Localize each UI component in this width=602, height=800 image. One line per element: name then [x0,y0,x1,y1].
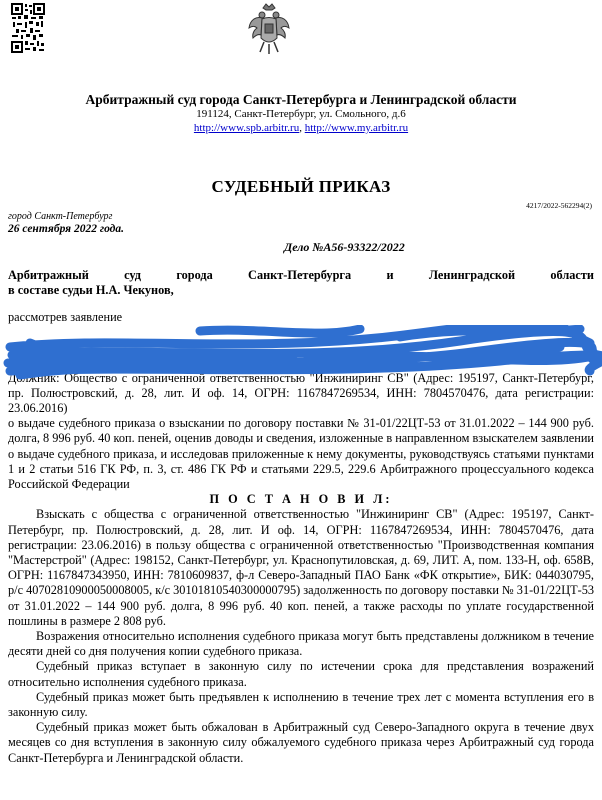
coat-of-arms-emblem [246,2,292,58]
document-date: 26 сентября 2022 года. [8,223,125,235]
ruling-heading: П О С Т А Н О В И Л: [209,492,393,507]
redaction-scribble [0,325,602,383]
ruling-paragraph-3: Судебный приказ вступает в законную силу по истечении срока для представления возражений относительно исполнения судебного приказа. [8,659,594,689]
subject-paragraph: о выдаче судебного приказа о взыскании по договору поставки № 31-01/22ЦТ-53 от 31.01.2022 – 144 900 руб. долга, 8 996 руб. 40 коп. пеней, оценив доводы и сведения, изложенные в направленном взыскателем заявлении о выдаче судебного приказа, и исследовав приложенные к нему документы, руководствуясь статьями пунктами 1 и 2 статьи 516 ГК РФ, п. 3, ст. 486 ГК РФ и статьями 229.5, 229.6 Арбитражного процессуального кодекса Российской Федерации [8,416,594,492]
intro-judge: в составе судьи Н.А. Чекунов, [8,283,174,298]
document-number: 4217/2022-562294(2) [526,201,592,210]
court-website-link[interactable]: http://www.spb.arbitr.ru [193,122,300,134]
intro-court: Арбитражный суд города Санкт-Петербурга и Ленинградской области [8,268,594,282]
debtor-paragraph: Должник: Общество с ограниченной ответственностью "Инжиниринг СВ" (Адрес: 195197, Санкт-Петербург, пр. Полюстровский, д. 28, лит. И оф. 14, ОГРН: 1167847269534, ИНН: 7804570476, дата регистрации: 23.06.2016) [8,370,594,416]
considered-line: рассмотрев заявление [8,310,123,325]
ruling-paragraph-1: Взыскать с общества с ограниченной ответственностью "Инжиниринг СВ" (Адрес: 195197, Санкт-Петербург, пр. Полюстровский, д. 28, лит. И оф. 14, ОГРН: 1167847269534, ИНН: 7804570476, дата регистрации: 23.06.2016) в пользу общества с ограниченной ответственностью "Производственная компания "Мастерстрой" (Адрес: 198152, Санкт-Петербург, ул. Краснопутиловская, д. 69, ЛИТ. А, пом. 133-Н, оф. 658В, ОГРН: 1167847343950, ИНН: 7810609837, ф-л Северо-Западный ПАО Банк «ФК открытие», БИК: 044030795, р/с 40702810900050008005, к/с 30101810540300000795) задолженность по договору поставки № 31-01/22ЦТ-53 от 31.01.2022 – 144 900 руб. долга, 8 996 руб. 40 коп. пеней, а также расходы по уплате государственной пошлины в размере 2 808 руб. [8,507,594,628]
ruling-paragraph-2: Возражения относительно исполнения судебного приказа могут быть представлены должником в течение десяти дней со дня получения копии судебного приказа. [8,629,594,659]
qr-code [11,3,45,53]
court-links [0,122,602,134]
document-title: СУДЕБНЫЙ ПРИКАЗ [211,177,391,196]
ruling-paragraph-4: Судебный приказ может быть предъявлен к исполнению в течение трех лет с момента вступления его в законную силу. [8,689,594,720]
court-name: Арбитражный суд города Санкт-Петербурга и Ленинградской области [85,92,517,107]
court-address: 191124, Санкт-Петербург, ул. Смольного, д.6 [196,108,406,120]
my-arbitr-link[interactable]: http://www.my.arbitr.ru [304,122,409,134]
case-number: Дело №А56-93322/2022 [284,240,405,254]
ruling-paragraph-5: Судебный приказ может быть обжалован в Арбитражный суд Северо-Западного округа в течение двух месяцев со дня вступления в законную силу обжалуемого судебного приказа через Арбитражный суд города Санкт-Петербурга и Ленинградской области. [8,720,594,765]
link-separator: , [299,122,305,134]
document-city: город Санкт-Петербург [8,211,113,222]
